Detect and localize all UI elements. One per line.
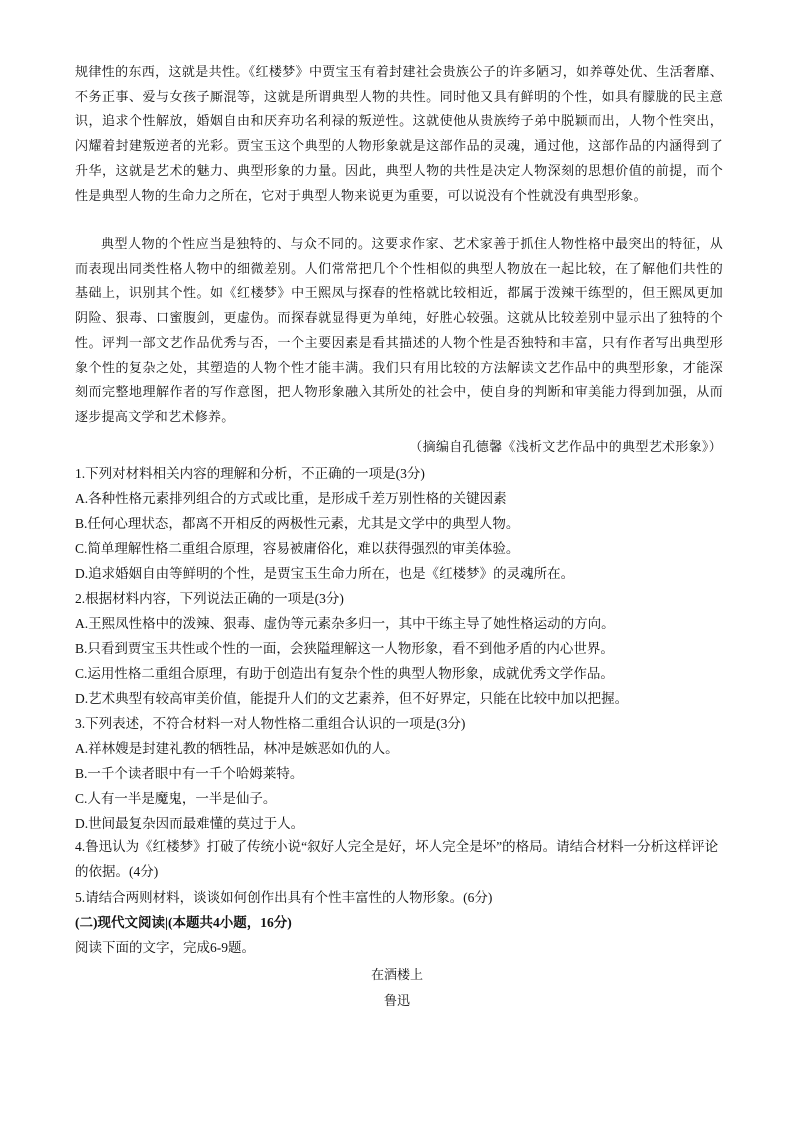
- section-heading: (二)现代文阅读|(本题共4小题，16分): [75, 915, 292, 930]
- question-3-stem: 3.下列表述，不符合材料一对人物性格二重组合认识的一项是(3分): [75, 716, 466, 731]
- question-1-stem: 1.下列对材料相关内容的理解和分析，不正确的一项是(3分): [75, 466, 425, 481]
- question-2-option-c: C.运用性格二重组合原理，有助于创造出有复杂个性的典型人物形象，成就优秀文学作品。: [75, 666, 614, 681]
- section-instruction: 阅读下面的文字，完成6-9题。: [75, 940, 255, 955]
- question-1-option-d: D.追求婚姻自由等鲜明的个性，是贾宝玉生命力所在，也是《红楼梦》的灵魂所在。: [75, 566, 575, 581]
- question-3-option-a: A.祥林嫂是封建礼教的牺牲品，林冲是嫉恶如仇的人。: [75, 741, 399, 756]
- question-2-option-a: A.王熙凤性格中的泼辣、狠毒、虚伪等元素杂多归一，其中干练主导了她性格运动的方向。: [75, 616, 615, 631]
- paragraph-text: 典型人物的个性应当是独特的、与众不同的。这要求作家、艺术家善于抓住人物性格中最突出的特征，从而表现出同类性格人物中的细微差别。人们常常把几个个性相似的典型人物放在一起比较，在了解他们共性的基础上，识别其个性。如《红楼梦》中王熙凤与探春的性格就比较相近，都属于泼辣干练型的，但王熙凤更加阴险、狠毒、口蜜腹剑，更虚伪。而探春就显得更为单纯，好胜心较强。这就从比较差别中显示出了独特的个性。评判一部文艺作品优秀与否，一个主要因素是看其描述的人物个性是否独特和丰富，只有作者写出典型形象个性的复杂之处，其塑造的人物个性才能丰满。我们只有用比较的方法解读文艺作品中的典型形象，才能深刻而完整地理解作者的写作意图，把人物形象融入其所处的社会中，使自身的判断和审美能力得到加强，从而逐步提高文学和艺术修养。: [75, 237, 723, 425]
- question-2-option-b: B.只看到贾宝玉共性或个性的一面，会狭隘理解这一人物形象，看不到他矛盾的内心世界。: [75, 641, 614, 656]
- question-1-option-a: A.各种性格元素排列组合的方式或比重，是形成千差万别性格的关键因素: [75, 491, 507, 506]
- question-5: 5.请结合两则材料，谈谈如何创作出具有个性丰富性的人物形象。(6分): [75, 890, 493, 905]
- story-author: 鲁迅: [383, 994, 410, 1009]
- story-title: 在酒楼上: [370, 968, 423, 983]
- question-3-option-c: C.人有一半是魔鬼，一半是仙子。: [75, 791, 277, 806]
- question-2-option-d: D.艺术典型有较高审美价值，能提升人们的文艺素养，但不好界定，只能在比较中加以把握。: [75, 691, 629, 706]
- passage-paragraph-1: [75, 61, 723, 209]
- paragraph-text: 规律性的东西，这就是共性。《红楼梦》中贾宝玉有着封建社会贵族公子的许多陋习，如养尊处优、生活奢靡、不务正事、爱与女孩子厮混等，这就是所谓典型人物的共性。同时他又具有鲜明的个性，如具有朦胧的民主意识，追求个性解放，婚姻自由和厌弃功名利禄的叛逆性。这就使他从贵族绔子弟中脱颖而出，人物个性突出，闪耀着封建叛逆者的光彩。贾宝玉这个典型的人物形象就是这部作品的灵魂，通过他，这部作品的内涵得到了升华，这就是艺术的魅力、典型形象的力量。因此，典型人物的共性是决定人物深刻的思想价值的前提，而个性是典型人物的生命力之所在，它对于典型人物来说更为重要，可以说没有个性就没有典型形象。: [75, 65, 723, 204]
- passage-paragraph-2: [75, 233, 723, 431]
- question-4: 4.鲁迅认为《红楼梦》打破了传统小说“叙好人完全是好，坏人完全是坏”的格局。请结合材料一分析这样评论的依据。(4分): [75, 839, 719, 879]
- question-1-option-c: C.简单理解性格二重组合原理，容易被庸俗化，难以获得强烈的审美体验。: [75, 541, 520, 556]
- question-3-option-b: B.一千个读者眼中有一千个哈姆莱特。: [75, 766, 304, 781]
- question-1-option-b: B.任何心理状态，都离不开相反的两极性元素，尤其是文学中的典型人物。: [75, 516, 520, 531]
- question-2-stem: 2.根据材料内容，下列说法正确的一项是(3分): [75, 591, 344, 606]
- source-citation: （摘编自孔德馨《浅析文艺作品中的典型艺术形象》）: [409, 440, 722, 455]
- question-3-option-d: D.世间最复杂因而最难懂的莫过于人。: [75, 816, 305, 831]
